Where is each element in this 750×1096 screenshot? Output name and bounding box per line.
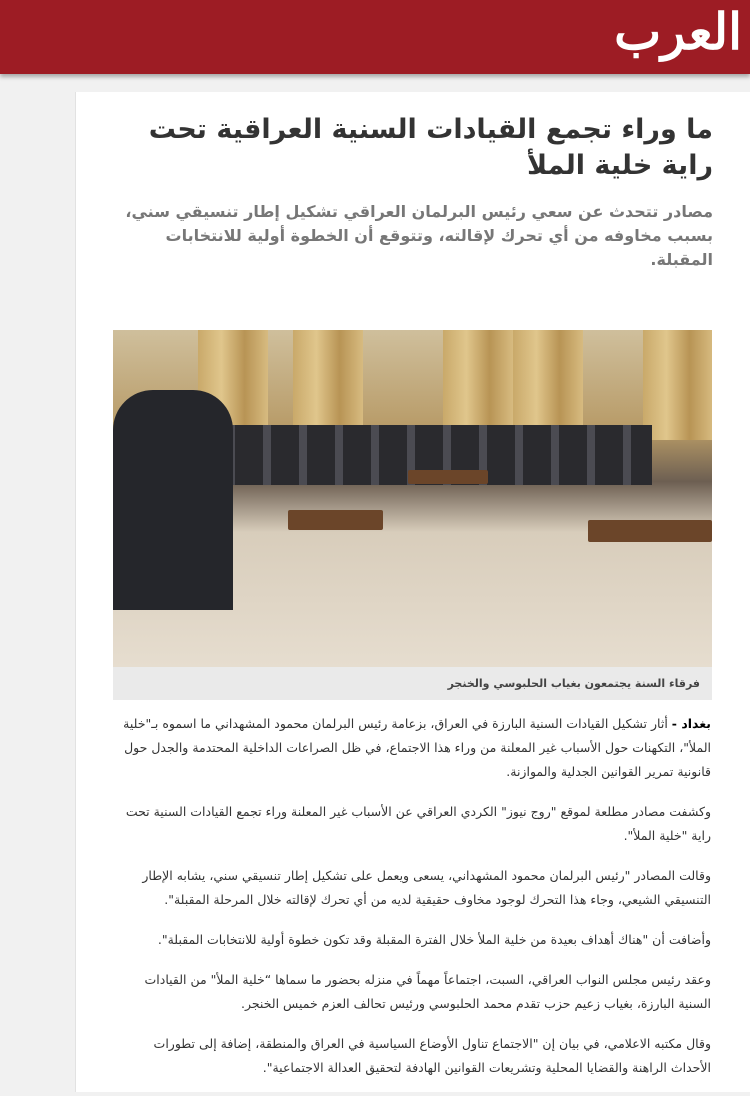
photo-caption: فرقاء السنة يجتمعون بغياب الحلبوسي والخنجر [113, 667, 712, 700]
site-logo[interactable]: العرب [614, 2, 742, 61]
article-container [75, 92, 750, 1092]
article-photo [113, 330, 712, 667]
paragraph [113, 712, 711, 784]
article-subtitle: مصادر تتحدث عن سعي رئيس البرلمان العراقي تشكيل إطار تنسيقي سني، بسبب مخاوفه من أي تحرك لإقالته، وتتوقع أن الخطوة أولية للانتخابات المقبلة. [125, 202, 713, 269]
site-header [0, 0, 750, 74]
paragraph: وأضافت أن "هناك أهداف بعيدة من خلية الملأ خلال الفترة المقبلة وقد تكون خطوة أولية للانتخابات المقبلة". [157, 932, 711, 947]
article-body [113, 712, 711, 1096]
paragraph: وقال مكتبه الاعلامي، في بيان إن "الاجتماع تناول الأوضاع السياسية في العراق والمنطقة، إضافة إلى تطورات الأحداث الراهنة والقضايا المحلية وتشريعات القوانين الهادفة لتحقيق العدالة الاجتماعية". [153, 1036, 711, 1075]
paragraph: وعقد رئيس مجلس النواب العراقي، السبت، اجتماعاً مهماً في منزله بحضور ما سماها “خلية الملأ" من القيادات السنية البارزة، بغياب زعيم حزب تقدم محمد الحلبوسي ورئيس تحالف العزم خميس الخنجر. [144, 972, 711, 1011]
paragraph: وقالت المصادر "رئيس البرلمان محمود المشهداني، يسعى ويعمل على تشكيل إطار تنسيقي سني، يشابه الإطار التنسيقي الشيعي، وجاء هذا التحرك لوجود مخاوف حقيقية لديه من أي تحرك لإقالته خلال المرحلة المقبلة". [142, 868, 711, 907]
dateline: بغداد - [671, 716, 711, 731]
article-title: ما وراء تجمع القيادات السنية العراقية تحت راية خلية الملأ [148, 114, 713, 181]
paragraph: وكشفت مصادر مطلعة لموقع "روج نيوز" الكردي العراقي عن الأسباب غير المعلنة وراء تجمع القيادات السنية تحت راية "خلية الملأ". [125, 804, 711, 843]
paragraph-text: أثار تشكيل القيادات السنية البارزة في العراق، بزعامة رئيس البرلمان محمود المشهداني ما اسموه بـ"خلية الملأ"، التكهنات حول الأسباب غير المعلنة من وراء هذا الاجتماع، في ظل الصراعات الداخلية المحتدمة والجدل حول قانونية تمرير القوانين الجدلية والموازنة. [123, 716, 711, 779]
